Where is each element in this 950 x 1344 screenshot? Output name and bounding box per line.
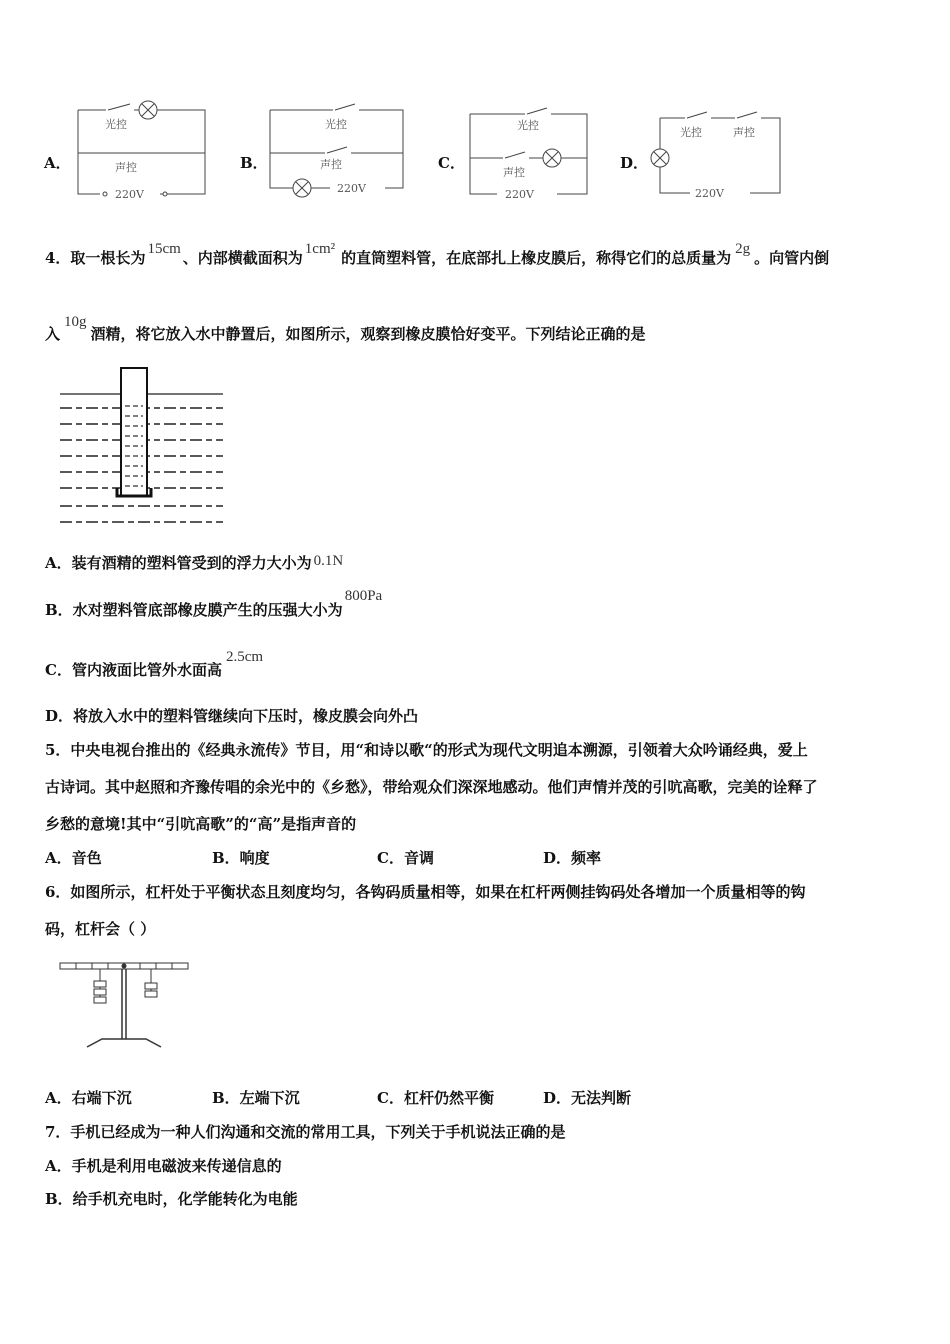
q3-d-light-label: 光控 (680, 126, 702, 139)
q3-circuit-c (455, 98, 615, 208)
q3-b-light-label: 光控 (325, 118, 347, 131)
q3-c-voltage-label: 220V (505, 188, 534, 201)
q5-option-d: D．频率 (543, 849, 602, 867)
q6-stem-line2: 码，杠杆会（ ） (45, 920, 156, 938)
q6-stem-line1: 6．如图所示，杠杆处于平衡状态且刻度均匀，各钩码质量相等，如果在杠杆两侧挂钩码处各增加一个质量相等的钩 (45, 883, 806, 901)
q4-stem-line1: 4．取一根长为 15cm 、内部横截面积为 1cm² 的直筒塑料管，在底部扎上橡皮膜后，称得它们的总质量为 2g 。向管内倒 (45, 241, 830, 267)
q3-c-sound-label: 声控 (503, 166, 525, 179)
q3-option-c-letter: C． (438, 154, 465, 172)
q3-b-sound-label: 声控 (320, 158, 342, 171)
q5-option-a: A．音色 (45, 849, 102, 867)
q4-option-a-value: 0.1N (313, 553, 344, 569)
q3-d-sound-label: 声控 (733, 126, 755, 139)
q6-option-d: D．无法判断 (543, 1089, 632, 1107)
q4-option-c: C．管内液面比管外水面高2.5cm (45, 649, 264, 679)
q4-option-c-value: 2.5cm (225, 649, 264, 665)
q7-stem: 7．手机已经成为一种人们沟通和交流的常用工具，下列关于手机说法正确的是 (45, 1123, 566, 1141)
q4-mass-value: 2g (735, 241, 751, 257)
q3-a-voltage-label: 220V (115, 188, 144, 201)
q3-option-a-letter: A． (44, 154, 71, 172)
q6-lever-figure (55, 955, 195, 1055)
q3-b-voltage-label: 220V (337, 182, 366, 195)
q5-stem-line1: 5．中央电视台推出的《经典永流传》节目，用“和诗以歌“的形式为现代文明追本溯源，引领着大众吟诵经典，爱上 (45, 741, 808, 759)
q4-length-value: 15cm (147, 241, 181, 257)
q5-option-b: B．响度 (212, 849, 270, 867)
q4-area-value: 1cm² (304, 241, 336, 257)
q7-option-b: B．给手机充电时，化学能转化为电能 (45, 1190, 298, 1208)
q3-option-d-letter: D． (620, 154, 649, 172)
q4-option-b: B．水对塑料管底部橡皮膜产生的压强大小为800Pa (45, 588, 383, 619)
q3-option-b-letter: B． (240, 154, 268, 172)
q3-d-voltage-label: 220V (695, 187, 724, 200)
q5-option-c: C．音调 (377, 849, 434, 867)
q3-a-sound-label: 声控 (115, 161, 137, 174)
q3-circuit-b (255, 98, 415, 208)
q3-circuit-d (645, 98, 805, 208)
q4-option-d: D．将放入水中的塑料管继续向下压时，橡皮膜会向外凸 (45, 707, 419, 725)
q4-alcohol-value: 10g (64, 314, 87, 330)
q4-option-b-value: 800Pa (344, 588, 383, 604)
q3-c-light-label: 光控 (517, 119, 539, 132)
q4-option-a: A．装有酒精的塑料管受到的浮力大小为 0.1N (45, 553, 344, 572)
q6-option-c: C．杠杆仍然平衡 (377, 1089, 494, 1107)
q4-tube-figure (55, 368, 230, 528)
q6-option-a: A．右端下沉 (45, 1089, 132, 1107)
q3-a-light-label: 光控 (105, 118, 127, 131)
q5-stem-line2: 古诗词。其中赵照和齐豫传唱的余光中的《乡愁》，带给观众们深深地感动。他们声情并茂的引吭高歌，完美的诠释了 (45, 778, 818, 796)
q3-circuit-a (60, 98, 220, 208)
q7-option-a: A．手机是利用电磁波来传递信息的 (45, 1157, 282, 1175)
q4-stem-line2: 入10g酒精，将它放入水中静置后，如图所示，观察到橡皮膜恰好变平。下列结论正确的是 (45, 314, 646, 343)
q5-stem-line3: 乡愁的意境!其中“引吭高歌”的“高”是指声音的 (45, 815, 357, 833)
q6-option-b: B．左端下沉 (212, 1089, 300, 1107)
